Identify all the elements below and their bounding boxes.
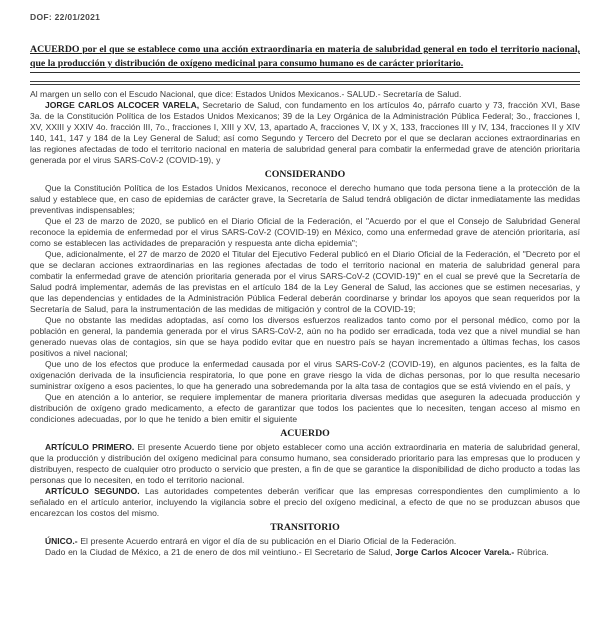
acuerdo-heading: ACUERDO — [280, 428, 330, 439]
unico-lead: ÚNICO.- — [45, 536, 78, 546]
articulo-primero-text: El presente Acuerdo tiene por objeto establecer como una acción extraordinaria en materia de salubridad general, que la producción y distribución del oxígeno medicinal para consumo humano, sea considerado prioritario para las empresas que lo producen y distribuyen, respecto de cualquier otro producto o servicio que presten, a fin de que se garantice la disponibilidad de dicho producto a todas las personas que lo necesiten, en todo el territorio nacional. — [30, 442, 580, 485]
document-title — [30, 43, 580, 71]
considerando-paragraph-2: Que el 23 de marzo de 2020, se publicó en el Diario Oficial de la Federación, el "Acuerdo por el que el Consejo de Salubridad General reconoce la epidemia de enfermedad por el virus SARS-CoV-2 (COVID-19) en México, como una enfermedad grave de atención prioritaria, así como se establecen las actividades de preparación y respuesta ante dicha epidemia"; — [30, 216, 580, 248]
considerando-paragraph-5: Que uno de los efectos que produce la enfermedad causada por el virus SARS-CoV-2 (COVID-19), en algunos pacientes, es la falta de oxigenación derivada de la insuficiencia respiratoria, lo que pone en grave riesgo la vida de dichas personas, por lo que resulta necesario suministrar oxígeno a esos pacientes, lo que ha generado una sobredemanda por la alta tasa de contagios que se está viviendo en el país, y — [30, 359, 580, 391]
double-rule-separator — [30, 81, 580, 85]
articulo-segundo-lead: ARTÍCULO SEGUNDO. — [45, 486, 140, 496]
unico-paragraph — [30, 536, 580, 547]
signature-text-after: Rúbrica. — [514, 547, 549, 557]
articulo-primero-lead: ARTÍCULO PRIMERO. — [45, 442, 135, 452]
signature-text-before: Dado en la Ciudad de México, a 21 de enero de dos mil veintiuno.- El Secretario de Salud, — [45, 547, 396, 557]
transitorio-heading: TRANSITORIO — [270, 522, 340, 533]
dof-date-label: DOF: 22/01/2021 — [30, 12, 101, 22]
considerando-paragraph-4: Que no obstante las medidas adoptadas, así como los diversos esfuerzos realizados tanto como por el personal médico, como por la población en general, la pandemia generada por el virus SARS-CoV-2, aún no ha podido ser erradicada, toda vez que a nivel mundial se han generado nuevas olas de contagios, sin que se haya podido evitar que en nuestro país se hayan incrementado a últimas fechas, los casos positivos a nivel nacional; — [30, 315, 580, 358]
intro-paragraph — [30, 100, 580, 166]
articulo-segundo-paragraph — [30, 486, 580, 519]
document-title-text: ACUERDO por el que se establece como una acción extraordinaria en materia de salubridad general en todo el territorio nacional, que la producción y distribución de oxígeno medicinal para consumo humano es de carácter prioritario. — [30, 44, 580, 69]
secretary-name-lead: JORGE CARLOS ALCOCER VARELA, — [45, 100, 200, 110]
margin-seal-note: Al margen un sello con el Escudo Nacional, que dice: Estados Unidos Mexicanos.- SALUD.- Secretaría de Salud. — [30, 89, 462, 99]
articulo-primero-paragraph — [30, 442, 580, 486]
signature-paragraph — [30, 547, 580, 558]
considerando-heading: CONSIDERANDO — [264, 169, 346, 180]
considerando-paragraph-6: Que en atención a lo anterior, se requiere implementar de manera prioritaria diversas medidas que aseguren la adecuada producción y distribución de oxígeno grado medicamento, a efecto de garantizar que todos los pacientes que lo necesiten, tengan acceso al mismo en condiciones adecuadas, por lo que he tenido a bien emitir el siguiente — [30, 392, 580, 424]
considerando-paragraph-1: Que la Constitución Política de los Estados Unidos Mexicanos, reconoce el derecho humano que toda persona tiene a la protección de la salud y establece que, en caso de epidemias de carácter grave, la Secretaría de Salud tendrá obligación de dictar inmediatamente las medidas preventivas indispensables; — [30, 183, 580, 215]
intro-paragraph-text: Secretario de Salud, con fundamento en los artículos 4o, párrafo cuarto y 73, fracción XVI, Base 3a. de la Constitución Política de los Estados Unidos Mexicanos; 39 de la Ley Orgánica de la Administración Pública Federal; 3o., fracciones I, XV, XXIII y XXIV 4o. fracción III, 7o., fracciones I, XIII y XV, 13, apartado A, fracciones V, IX y X, 133, fracciones III y IV, 134, fracciones II y XIV 140, 141, 147 y 184 de la Ley General de Salud; así como Segundo y Tercero del Decreto por el que se declaran acciones extraordinarias en las regiones afectadas de todo el territorio nacional en materia de salubridad general para combatir la enfermedad grave de atención prioritaria generada por el virus SARS-CoV-2 (COVID-19), y — [30, 100, 580, 165]
considerando-paragraph-3: Que, adicionalmente, el 27 de marzo de 2020 el Titular del Ejecutivo Federal publicó en el Diario Oficial de la Federación, el "Decreto por el que se declaran acciones extraordinarias en las regiones afectadas de todo el territorio nacional en materia de salubridad general para combatir la enfermedad grave de atención prioritaria generada por el virus SARS-CoV-2 (COVID-19)" en el cual se prevé que la Secretaría de Salud podrá implementar, además de las previstas en el artículo 184 de la Ley General de Salud, las acciones que se estimen necesarias, y que las dependencias y entidades de la Administración Pública Federal deberán coordinarse y brindar los apoyos que sean requeridos por la Secretaría de Salud, para la instrumentación de las medidas de mitigación y control de la COVID-19; — [30, 249, 580, 314]
articulo-segundo-text: Las autoridades competentes deberán verificar que las empresas correspondientes den cumplimiento a lo señalado en el artículo anterior, incluyendo la vigilancia sobre el precio del oxígeno medicinal, a efecto de que no se produzcan abusos que encarezcan los costos del mismo. — [30, 486, 580, 518]
document-title-block — [30, 43, 580, 73]
unico-text: El presente Acuerdo entrará en vigor el día de su publicación en el Diario Oficial de la Federación. — [77, 536, 457, 546]
signature-name: Jorge Carlos Alcocer Varela.- — [395, 547, 515, 557]
